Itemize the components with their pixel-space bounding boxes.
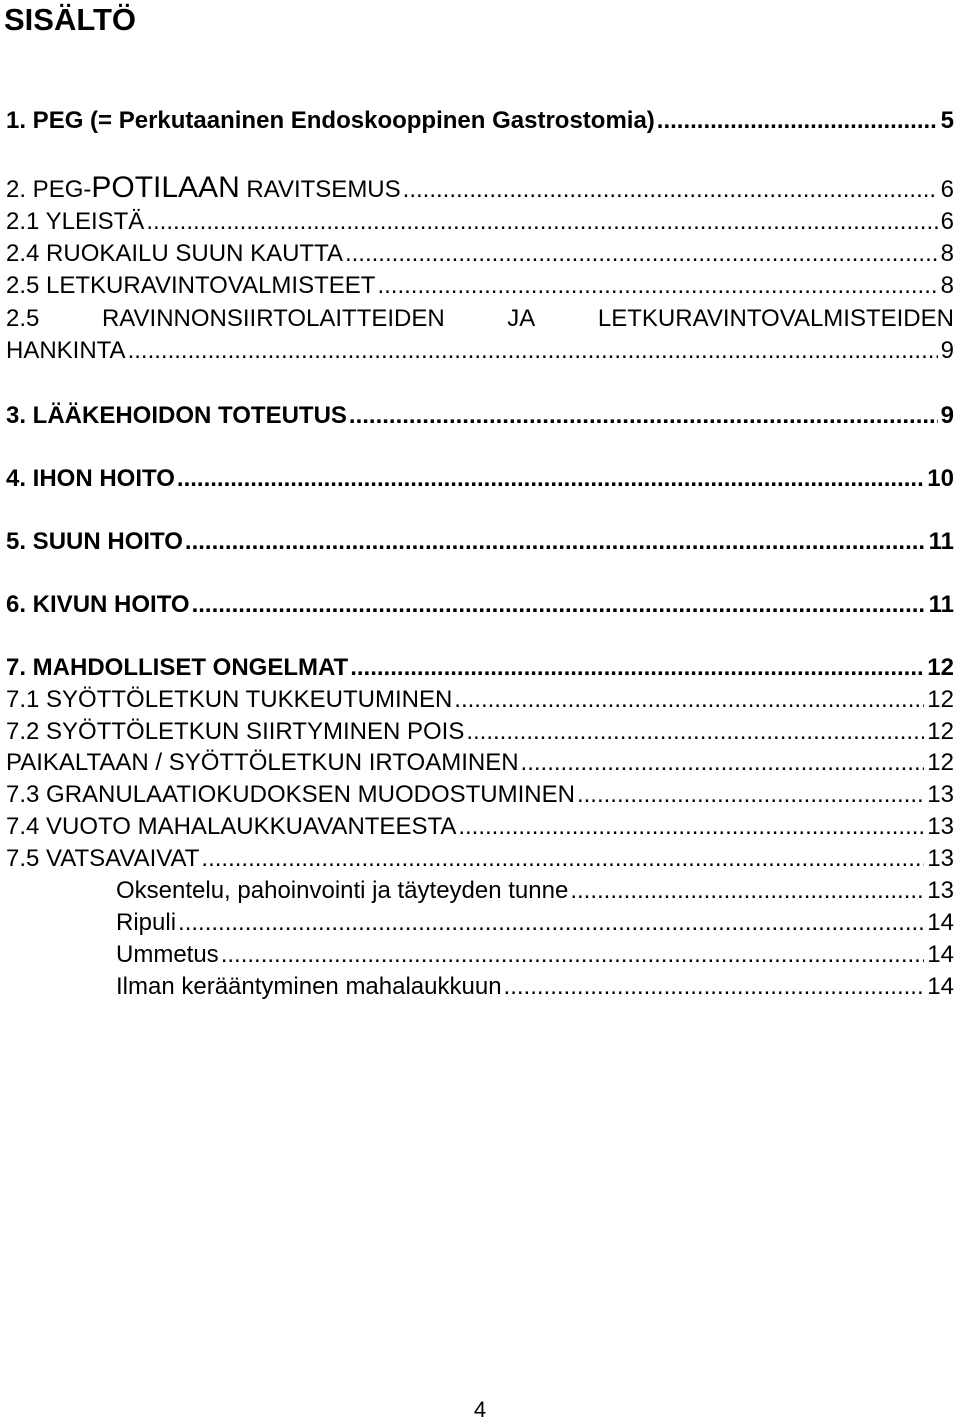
dot-leader bbox=[192, 591, 926, 619]
toc-entry-2-5-b-line2[interactable] bbox=[6, 337, 954, 365]
toc-subentry-2[interactable] bbox=[116, 909, 954, 937]
dot-leader bbox=[458, 813, 924, 841]
toc-word: LETKURAVINTOVALMISTEIDEN bbox=[597, 305, 954, 332]
toc-entry-2-5-a[interactable] bbox=[6, 272, 954, 300]
toc-entry-label: 7.1 SYÖTTÖLETKUN TUKKEUTUMINEN bbox=[6, 686, 453, 713]
dot-leader bbox=[521, 749, 925, 777]
dot-leader bbox=[178, 909, 924, 937]
toc-entry-label: Ripuli bbox=[116, 909, 177, 936]
toc-label-suffix: RAVITSEMUS bbox=[239, 176, 401, 203]
toc-page-number: 11 bbox=[928, 591, 954, 618]
toc-entry-label: 7.3 GRANULAATIOKUDOKSEN MUODOSTUMINEN bbox=[6, 781, 575, 808]
toc-entry-7-4[interactable] bbox=[6, 813, 954, 841]
dot-leader bbox=[146, 208, 937, 236]
toc-page-number: 14 bbox=[927, 973, 954, 1000]
toc-entry-label: Ilman kerääntyminen mahalaukkuun bbox=[116, 973, 502, 1000]
toc-page-number: 9 bbox=[940, 402, 954, 429]
toc-entry-label: Oksentelu, pahoinvointi ja täyteyden tunne bbox=[116, 877, 569, 904]
toc-page-number: 8 bbox=[940, 272, 954, 299]
page-title: SISÄLTÖ bbox=[4, 2, 137, 37]
toc-page-number: 6 bbox=[940, 176, 954, 203]
toc-entry-7-2[interactable] bbox=[6, 718, 954, 746]
toc-page-number: 13 bbox=[927, 845, 954, 872]
toc-entry-label: 6. KIVUN HOITO bbox=[6, 591, 190, 618]
dot-leader bbox=[454, 686, 924, 714]
toc-entry-2-5-b-line1[interactable] bbox=[6, 305, 954, 333]
toc-page-number: 12 bbox=[927, 686, 954, 713]
toc-page-number: 9 bbox=[940, 337, 954, 364]
toc-entry-label: HANKINTA bbox=[6, 337, 126, 364]
dot-leader bbox=[570, 877, 924, 905]
toc-entry-1[interactable] bbox=[6, 107, 954, 135]
toc-entry-label: 7.2 SYÖTTÖLETKUN SIIRTYMINEN POIS bbox=[6, 718, 465, 745]
toc-entry-5[interactable] bbox=[6, 528, 954, 556]
toc-page-number: 14 bbox=[927, 941, 954, 968]
toc-entry-label: 7.4 VUOTO MAHALAUKKUAVANTEESTA bbox=[6, 813, 457, 840]
dot-leader bbox=[349, 402, 938, 430]
toc-entry-7-3[interactable] bbox=[6, 781, 954, 809]
toc-entry-label bbox=[6, 171, 401, 204]
toc-entry-4[interactable] bbox=[6, 465, 954, 493]
toc-entry-7-2-b[interactable] bbox=[6, 749, 954, 777]
dot-leader bbox=[221, 941, 925, 969]
toc-page-number: 10 bbox=[927, 465, 954, 492]
page-number: 4 bbox=[473, 1397, 487, 1422]
dot-leader bbox=[177, 465, 924, 493]
toc-page-number: 6 bbox=[940, 208, 954, 235]
toc-subentry-4[interactable] bbox=[116, 973, 954, 1001]
toc-entry-7-5[interactable] bbox=[6, 845, 954, 873]
toc-word: JA bbox=[507, 305, 536, 332]
toc-entry-label: 7.5 VATSAVAIVAT bbox=[6, 845, 200, 872]
dot-leader bbox=[350, 654, 924, 682]
toc-entry-3[interactable] bbox=[6, 402, 954, 430]
toc-entry-label: 2.1 YLEISTÄ bbox=[6, 208, 145, 235]
toc-entry-label: 4. IHON HOITO bbox=[6, 465, 175, 492]
toc-page-number: 12 bbox=[927, 718, 954, 745]
dot-leader bbox=[466, 718, 924, 746]
toc-entry-label: 5. SUUN HOITO bbox=[6, 528, 183, 555]
toc-entry-2-4[interactable] bbox=[6, 240, 954, 268]
toc-label-prefix: 2. PEG- bbox=[6, 176, 92, 203]
toc-page-number: 5 bbox=[940, 107, 954, 134]
toc-entry-label: 7. MAHDOLLISET ONGELMAT bbox=[6, 654, 349, 681]
toc-page-number: 13 bbox=[927, 813, 954, 840]
toc-entry-2-1[interactable] bbox=[6, 208, 954, 236]
dot-leader bbox=[577, 781, 924, 809]
toc-entry-label: 1. PEG (= Perkutaaninen Endoskooppinen Gastrostomia) bbox=[6, 107, 655, 134]
toc-entry-label: PAIKALTAAN / SYÖTTÖLETKUN IRTOAMINEN bbox=[6, 749, 519, 776]
dot-leader bbox=[657, 107, 938, 135]
toc-subentry-3[interactable] bbox=[116, 941, 954, 969]
toc-entry-2[interactable] bbox=[6, 171, 954, 204]
dot-leader bbox=[128, 337, 938, 365]
dot-leader bbox=[403, 176, 938, 204]
toc-page-number: 12 bbox=[927, 749, 954, 776]
toc-entry-7[interactable] bbox=[6, 654, 954, 682]
toc-page-number: 11 bbox=[928, 528, 954, 555]
toc-entry-6[interactable] bbox=[6, 591, 954, 619]
dot-leader bbox=[504, 973, 925, 1001]
toc-word: 2.5 bbox=[6, 305, 40, 332]
toc-page-number: 14 bbox=[927, 909, 954, 936]
dot-leader bbox=[185, 528, 926, 556]
toc-page-number: 8 bbox=[940, 240, 954, 267]
toc-page-number: 13 bbox=[927, 781, 954, 808]
toc-entry-label: 3. LÄÄKEHOIDON TOTEUTUS bbox=[6, 402, 347, 429]
dot-leader bbox=[201, 845, 924, 873]
toc-entry-label: 2.5 LETKURAVINTOVALMISTEET bbox=[6, 272, 376, 299]
toc-page-number: 13 bbox=[927, 877, 954, 904]
toc-entry-label: Ummetus bbox=[116, 941, 219, 968]
toc-entry-7-1[interactable] bbox=[6, 686, 954, 714]
toc-page-number: 12 bbox=[927, 654, 954, 681]
toc-label-emphasis: POTILAAN bbox=[91, 171, 240, 204]
dot-leader bbox=[377, 272, 937, 300]
dot-leader bbox=[345, 240, 938, 268]
toc-entry-label: 2.4 RUOKAILU SUUN KAUTTA bbox=[6, 240, 343, 267]
toc-subentry-1[interactable] bbox=[116, 877, 954, 905]
toc-word: RAVINNONSIIRTOLAITTEIDEN bbox=[101, 305, 445, 332]
